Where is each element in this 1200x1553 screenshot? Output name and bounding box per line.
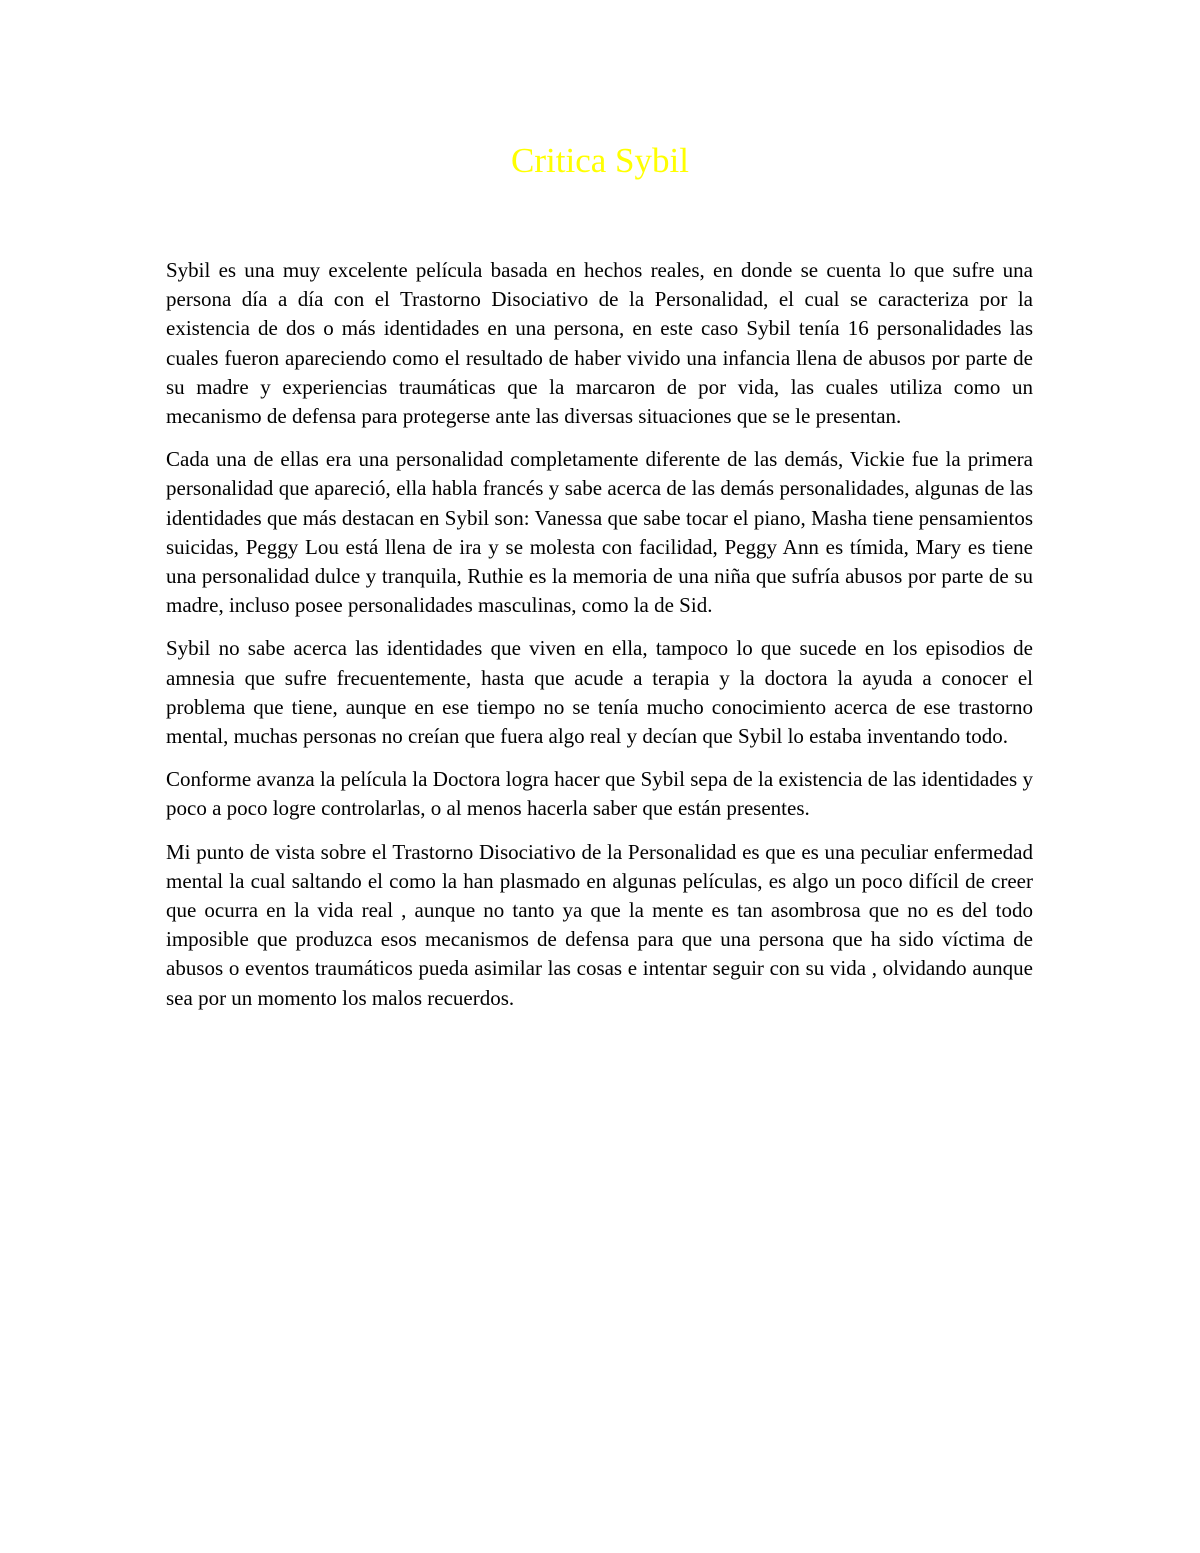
paragraph-2: Cada una de ellas era una personalidad completamente diferente de las demás, Vickie fue la primera personalidad que apareció, ella habla francés y sabe acerca de las demás personalidades, algunas de las identidades que más destacan en Sybil son: Vanessa que sabe tocar el piano, Masha tiene pensamientos suicidas, Peggy Lou está llena de ira y se molesta con facilidad, Peggy Ann es tímida, Mary es tiene una personalidad dulce y tranquila, Ruthie es la memoria de una niña que sufría abusos por parte de su madre, incluso posee personalidades masculinas, como la de Sid. — [166, 447, 1033, 618]
paragraph-1: Sybil es una muy excelente película basada en hechos reales, en donde se cuenta lo que sufre una persona día a día con el Trastorno Disociativo de la Personalidad, el cual se caracteriza por la existencia de dos o más identidades en una persona, en este caso Sybil tenía 16 personalidades las cuales fueron apareciendo como el resultado de haber vivido una infancia llena de abusos por parte de su madre y experiencias traumáticas que la marcaron de por vida, las cuales utiliza como un mecanismo de defensa para protegerse ante las diversas situaciones que se le presentan. — [166, 258, 1033, 429]
paragraph-4: Conforme avanza la película la Doctora logra hacer que Sybil sepa de la existencia de las identidades y poco a poco logre controlarlas, o al menos hacerla saber que están presentes. — [166, 767, 1033, 821]
document-body — [166, 256, 1033, 1027]
paragraph-3: Sybil no sabe acerca las identidades que viven en ella, tampoco lo que sucede en los episodios de amnesia que sufre frecuentemente, hasta que acude a terapia y la doctora la ayuda a conocer el problema que tiene, aunque en ese tiempo no se tenía mucho conocimiento acerca de ese trastorno mental, muchas personas no creían que fuera algo real y decían que Sybil lo estaba inventando todo. — [166, 636, 1033, 749]
document-title: Critica Sybil — [511, 141, 689, 180]
paragraph-5: Mi punto de vista sobre el Trastorno Disociativo de la Personalidad es que es una peculiar enfermedad mental la cual saltando el como la han plasmado en algunas películas, es algo un poco difícil de creer que ocurra en la vida real , aunque no tanto ya que la mente es tan asombrosa que no es del todo imposible que produzca esos mecanismos de defensa para que una persona que ha sido víctima de abusos o eventos traumáticos pueda asimilar las cosas e intentar seguir con su vida , olvidando aunque sea por un momento los malos recuerdos. — [166, 839, 1033, 1010]
